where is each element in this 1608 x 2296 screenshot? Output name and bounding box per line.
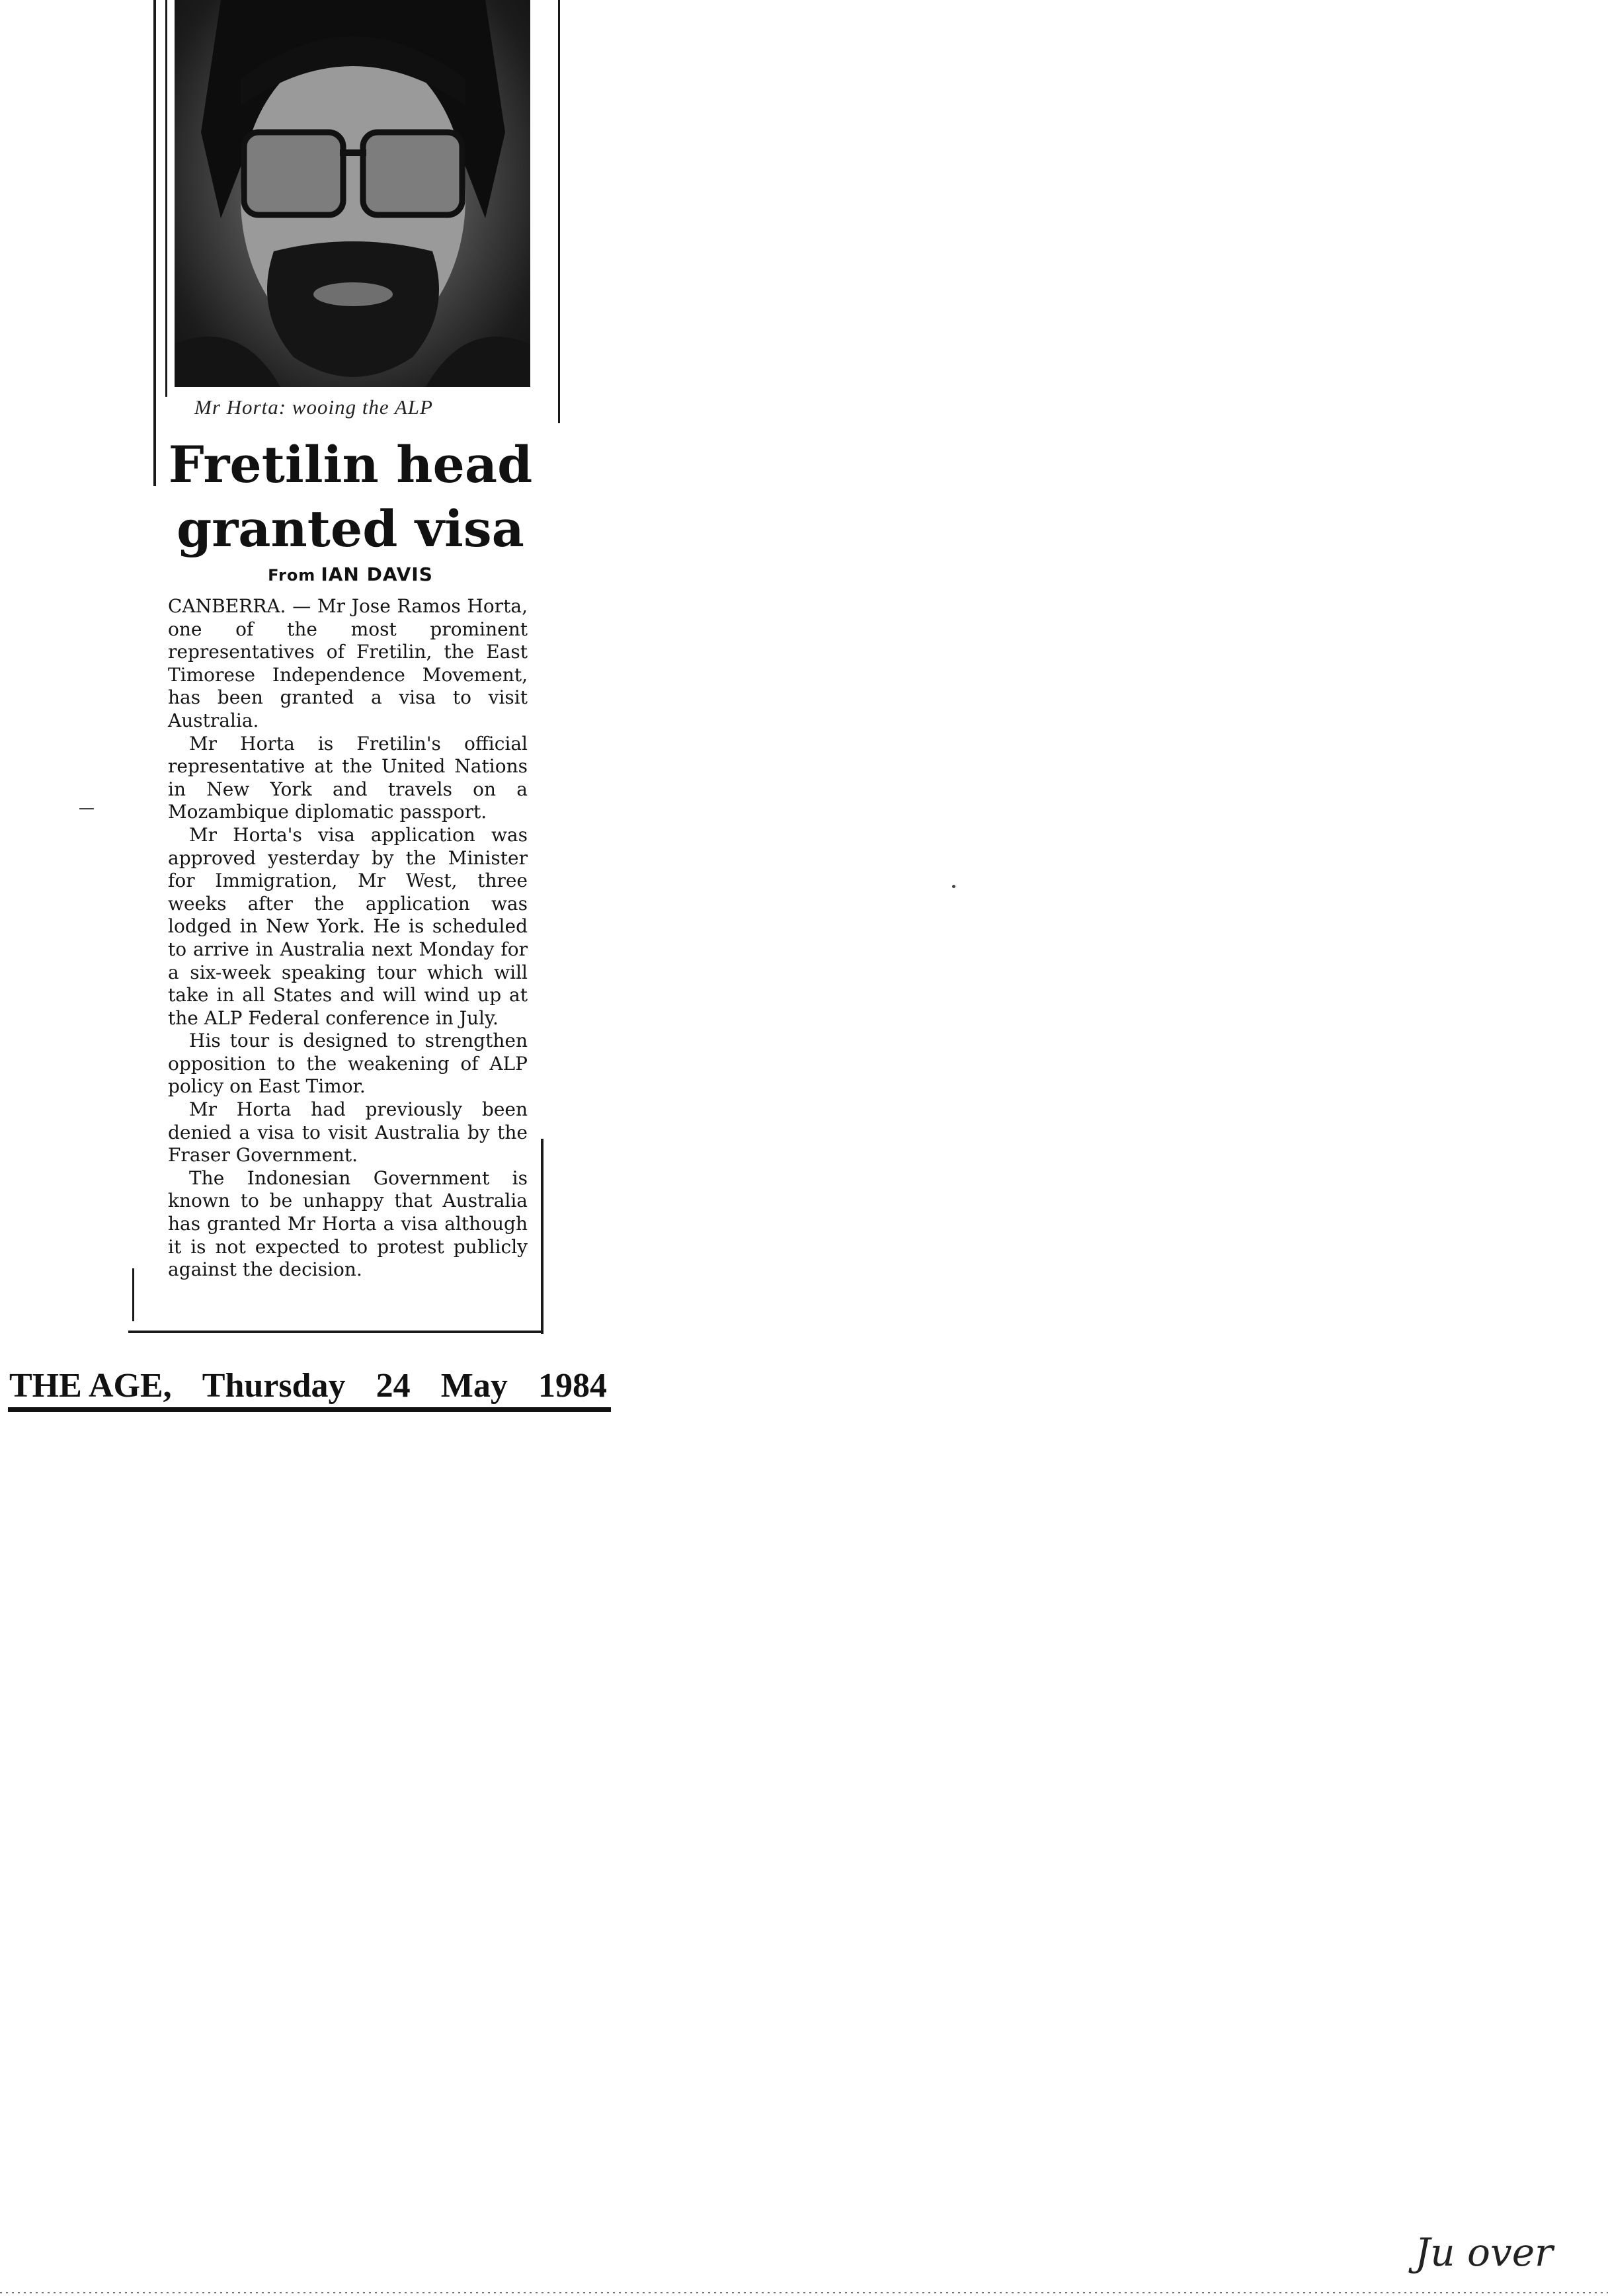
article-body — [168, 595, 528, 1282]
portrait-photo — [175, 0, 530, 387]
masthead-weekday: Thursday — [202, 1367, 346, 1405]
box-left-tick — [132, 1268, 134, 1321]
masthead-year: 1984 — [538, 1367, 607, 1405]
handwritten-note: Ju over — [1415, 2230, 1553, 2275]
box-right-rule — [541, 1139, 543, 1334]
masthead-day: 24 — [376, 1367, 411, 1405]
article-paragraph-5: Mr Horta had previously been denied a visa to visit Australia by the Fraser Government. — [168, 1098, 528, 1167]
byline-author: IAN DAVIS — [321, 563, 433, 585]
photo-caption: Mr Horta: wooing the ALP — [194, 395, 433, 419]
headline-line-1: Fretilin head — [168, 435, 533, 494]
right-column-rule — [558, 0, 560, 423]
box-bottom-rule — [128, 1331, 543, 1333]
scan-speck — [952, 885, 955, 888]
portrait-illustration — [175, 0, 530, 387]
left-column-rule-top — [153, 0, 156, 486]
byline-prefix: From — [268, 566, 316, 585]
article-paragraph-2: Mr Horta is Fretilin's official representative at the United Nations in New York and travels on a Mozambique diplomatic passport. — [168, 732, 528, 823]
scan-edge-dots — [0, 2292, 1608, 2293]
photo-left-rule — [165, 0, 167, 397]
masthead-paper-name: THE AGE, — [9, 1367, 172, 1405]
article-paragraph-4: His tour is designed to strengthen opposition to the weakening of ALP policy on East Timor. — [168, 1030, 528, 1098]
masthead-underline — [8, 1407, 611, 1412]
headline-line-2: granted visa — [177, 499, 524, 558]
newspaper-masthead — [9, 1366, 607, 1405]
byline — [159, 563, 542, 585]
article-paragraph-3: Mr Horta's visa application was approved yesterday by the Minister for Immigration, Mr West, three weeks after the application was lodged in New York. He is scheduled to arrive in Australia next Monday for a six-week speaking tour which will take in all States and will wind up at the ALP Federal conference in July. — [168, 823, 528, 1029]
article-paragraph-1: CANBERRA. — Mr Jose Ramos Horta, one of the most prominent representatives of Fretilin, the East Timorese Independence Movement, has been granted a visa to visit Australia. — [168, 595, 528, 731]
masthead-month: May — [440, 1367, 508, 1405]
article-paragraph-6: The Indonesian Government is known to be unhappy that Australia has granted Mr Horta a visa although it is not expected to protest publicly against the decision. — [168, 1167, 528, 1281]
scan-speck — [79, 808, 94, 809]
